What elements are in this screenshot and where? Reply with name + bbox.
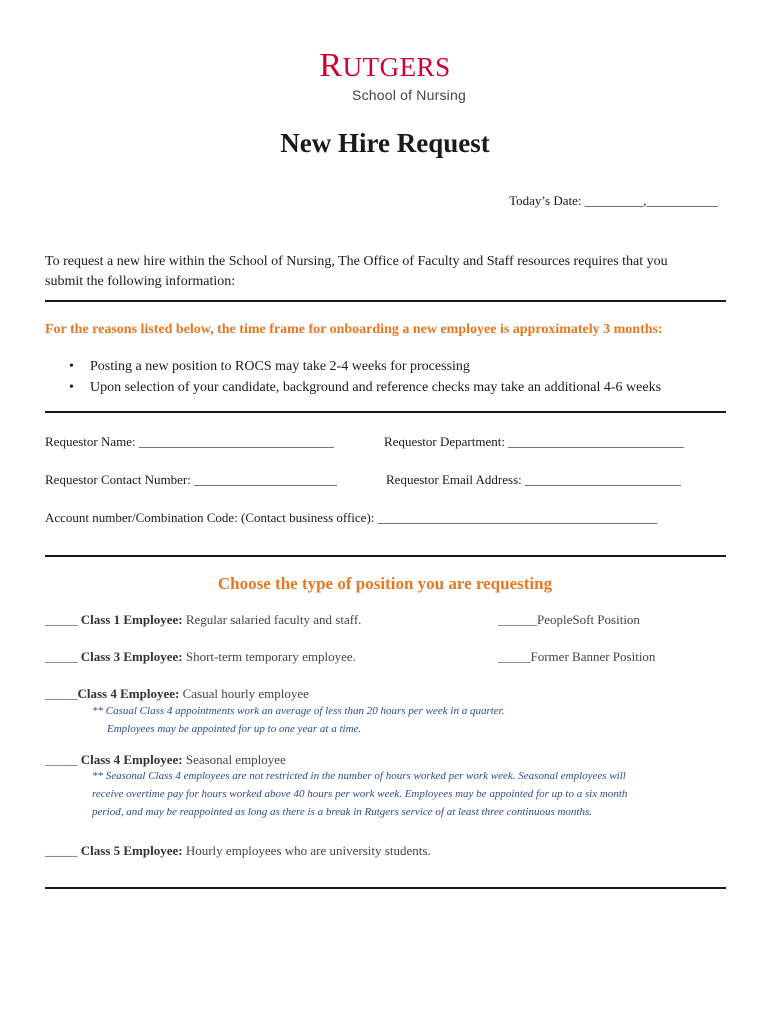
class3-option[interactable] [45,649,356,665]
peoplesoft-option[interactable] [498,612,640,628]
position-heading: Choose the type of position you are requesting [217,574,553,593]
divider-4 [45,887,726,889]
note-line: Employees may be appointed for up to one year at a time. [107,723,362,735]
logo-wordmark [0,48,770,85]
timeframe-bullets [65,356,661,398]
requestor-department-field[interactable]: Requestor Department: ___________________________ [384,434,684,449]
note-line: ** Seasonal Class 4 employees are not restricted in the number of hours worked per work week. Seasonal employees will [92,770,626,782]
class4-seasonal-label: Class 4 Employee: [80,752,183,767]
divider-3 [45,555,726,557]
class1-label: Class 1 Employee: [80,612,183,627]
class4-casual-option[interactable] [45,686,309,702]
peoplesoft-label: PeopleSoft Position [537,612,640,627]
timeframe-note: For the reasons listed below, the time frame for onboarding a new employee is approximately 3 months: [45,322,663,337]
intro-text [45,252,735,292]
class1-blank[interactable]: _____ [45,612,78,627]
class5-option[interactable] [45,843,431,859]
class4-casual-desc: Casual hourly employee [179,686,309,701]
logo-subtitle: School of Nursing [352,87,466,103]
banner-option[interactable] [498,649,655,665]
note-line: receive overtime pay for hours worked above 40 hours per work week. Employees may be appointed for up to a six month [92,788,628,800]
intro-line-2: submit the following information: [45,274,236,289]
note-line: ** Casual Class 4 appointments work an average of less than 20 hours per week in a quarter. [92,705,505,717]
account-number-field[interactable]: Account number/Combination Code: (Contact business office): ___________________________________________ [45,510,658,525]
intro-line-1: To request a new hire within the School of Nursing, The Office of Faculty and Staff resources requires that you [45,254,668,269]
class4-seasonal-option[interactable] [45,752,286,768]
note-line: period, and may be reappointed as long as there is a break in Rutgers service of at least three continuous months. [92,806,593,818]
rutgers-logo [0,48,770,103]
class4-casual-label: Class 4 Employee: [77,686,180,701]
class3-desc: Short-term temporary employee. [182,649,356,664]
class5-blank[interactable]: _____ [45,843,78,858]
class5-label: Class 5 Employee: [80,843,183,858]
class4-casual-note [92,702,505,738]
requestor-email-field[interactable]: Requestor Email Address: ________________________ [386,472,682,487]
banner-blank[interactable]: _____ [498,649,531,664]
divider-1 [45,300,726,302]
class1-option[interactable] [45,612,361,628]
class3-label: Class 3 Employee: [80,649,183,664]
logo-initial: R [319,47,343,84]
requestor-contact-field[interactable]: Requestor Contact Number: ______________________ [45,472,338,487]
class4-seasonal-blank[interactable]: _____ [45,752,78,767]
class4-seasonal-desc: Seasonal employee [182,752,286,767]
page-title: New Hire Request [280,128,490,158]
peoplesoft-blank[interactable]: ______ [498,612,537,627]
bullet-item: • Posting a new position to ROCS may take 2-4 weeks for processing [65,356,661,377]
class5-desc: Hourly employees who are university students. [182,843,431,858]
class1-desc: Regular salaried faculty and staff. [182,612,362,627]
class4-casual-blank[interactable]: _____ [45,686,78,701]
divider-2 [45,411,726,413]
bullet-item: • Upon selection of your candidate, background and reference checks may take an additional 4-6 weeks [65,377,661,398]
class3-blank[interactable]: _____ [45,649,78,664]
todays-date-field[interactable]: Today’s Date: _________,___________ [509,193,718,208]
requestor-name-field[interactable]: Requestor Name: ______________________________ [45,434,334,449]
logo-name-rest: UTGERS [342,52,451,82]
class4-seasonal-note [92,767,627,821]
banner-label: Former Banner Position [530,649,656,664]
